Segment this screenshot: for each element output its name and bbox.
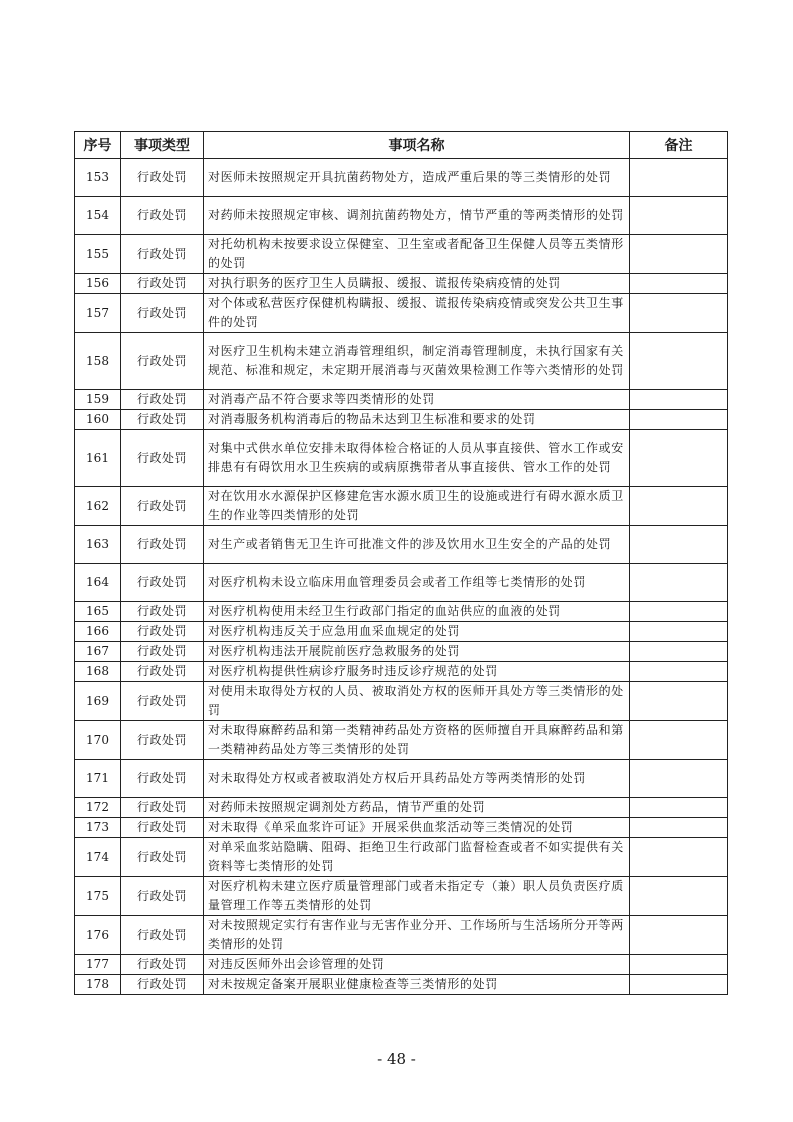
table-row	[75, 682, 728, 721]
row-matter-type: 行政处罚	[121, 390, 204, 410]
row-matter-type: 行政处罚	[121, 197, 204, 235]
table-row	[75, 916, 728, 955]
table-row	[75, 197, 728, 235]
row-serial-number: 178	[75, 975, 121, 995]
row-matter-type: 行政处罚	[121, 235, 204, 274]
table-row	[75, 410, 728, 430]
row-matter-name: 对药师未按照规定调剂处方药品，情节严重的处罚	[204, 798, 630, 818]
row-serial-number: 177	[75, 955, 121, 975]
row-serial-number: 153	[75, 159, 121, 197]
page-number: - 48 -	[377, 1050, 416, 1068]
row-remark	[630, 838, 728, 877]
row-serial-number: 165	[75, 602, 121, 622]
row-matter-name: 对医疗机构提供性病诊疗服务时违反诊疗规范的处罚	[204, 662, 630, 682]
row-serial-number: 171	[75, 760, 121, 798]
row-matter-name: 对托幼机构未按要求设立保健室、卫生室或者配备卫生保健人员等五类情形的处罚	[204, 235, 630, 274]
row-matter-name: 对集中式供水单位安排未取得体检合格证的人员从事直接供、管水工作或安排患有有碍饮用水卫生疾病的或病原携带者从事直接供、管水工作的处罚	[204, 430, 630, 487]
row-remark	[630, 390, 728, 410]
row-matter-name: 对医疗机构未建立医疗质量管理部门或者未指定专（兼）职人员负责医疗质量管理工作等五类情形的处罚	[204, 877, 630, 916]
row-remark	[630, 642, 728, 662]
row-matter-name: 对生产或者销售无卫生许可批准文件的涉及饮用水卫生安全的产品的处罚	[204, 526, 630, 564]
row-matter-type: 行政处罚	[121, 760, 204, 798]
row-matter-type: 行政处罚	[121, 487, 204, 526]
header-serial-number: 序号	[75, 132, 121, 159]
row-serial-number: 155	[75, 235, 121, 274]
table-row	[75, 564, 728, 602]
row-serial-number: 174	[75, 838, 121, 877]
row-matter-type: 行政处罚	[121, 159, 204, 197]
row-remark	[630, 430, 728, 487]
row-matter-name: 对医疗机构违反关于应急用血采血规定的处罚	[204, 622, 630, 642]
table-row	[75, 975, 728, 995]
table-row	[75, 662, 728, 682]
table-row	[75, 955, 728, 975]
row-matter-type: 行政处罚	[121, 877, 204, 916]
table-row	[75, 274, 728, 294]
row-matter-type: 行政处罚	[121, 294, 204, 333]
row-matter-name: 对未按规定备案开展职业健康检查等三类情形的处罚	[204, 975, 630, 995]
table-row	[75, 526, 728, 564]
row-matter-name: 对消毒服务机构消毒后的物品未达到卫生标准和要求的处罚	[204, 410, 630, 430]
table-row	[75, 430, 728, 487]
row-serial-number: 175	[75, 877, 121, 916]
row-matter-name: 对医疗机构违法开展院前医疗急救服务的处罚	[204, 642, 630, 662]
table-body	[75, 159, 728, 995]
row-matter-name: 对在饮用水水源保护区修建危害水源水质卫生的设施或进行有碍水源水质卫生的作业等四类情形的处罚	[204, 487, 630, 526]
row-matter-name: 对个体或私营医疗保健机构瞒报、缓报、谎报传染病疫情或突发公共卫生事件的处罚	[204, 294, 630, 333]
row-remark	[630, 197, 728, 235]
row-matter-type: 行政处罚	[121, 818, 204, 838]
row-remark	[630, 526, 728, 564]
row-serial-number: 160	[75, 410, 121, 430]
row-matter-name: 对医师未按照规定开具抗菌药物处方，造成严重后果的等三类情形的处罚	[204, 159, 630, 197]
table-row	[75, 642, 728, 662]
table-row	[75, 622, 728, 642]
table-row	[75, 487, 728, 526]
row-remark	[630, 662, 728, 682]
row-matter-type: 行政处罚	[121, 430, 204, 487]
row-remark	[630, 235, 728, 274]
matters-table	[74, 131, 728, 995]
row-matter-type: 行政处罚	[121, 798, 204, 818]
row-serial-number: 162	[75, 487, 121, 526]
row-remark	[630, 877, 728, 916]
row-remark	[630, 487, 728, 526]
table-row	[75, 760, 728, 798]
row-matter-name: 对未取得处方权或者被取消处方权后开具药品处方等两类情形的处罚	[204, 760, 630, 798]
row-serial-number: 166	[75, 622, 121, 642]
row-matter-type: 行政处罚	[121, 682, 204, 721]
row-serial-number: 176	[75, 916, 121, 955]
row-remark	[630, 294, 728, 333]
row-matter-type: 行政处罚	[121, 274, 204, 294]
row-serial-number: 156	[75, 274, 121, 294]
row-matter-type: 行政处罚	[121, 564, 204, 602]
table-row	[75, 235, 728, 274]
row-matter-name: 对未按照规定实行有害作业与无害作业分开、工作场所与生活场所分开等两类情形的处罚	[204, 916, 630, 955]
table-row	[75, 877, 728, 916]
row-remark	[630, 602, 728, 622]
row-matter-type: 行政处罚	[121, 410, 204, 430]
row-remark	[630, 682, 728, 721]
row-remark	[630, 818, 728, 838]
table-row	[75, 798, 728, 818]
row-matter-type: 行政处罚	[121, 955, 204, 975]
row-serial-number: 154	[75, 197, 121, 235]
table-row	[75, 818, 728, 838]
row-matter-name: 对消毒产品不符合要求等四类情形的处罚	[204, 390, 630, 410]
row-matter-name: 对单采血浆站隐瞒、阻碍、拒绝卫生行政部门监督检查或者不如实提供有关资料等七类情形的处罚	[204, 838, 630, 877]
row-matter-type: 行政处罚	[121, 333, 204, 390]
row-remark	[630, 274, 728, 294]
row-remark	[630, 410, 728, 430]
table-row	[75, 602, 728, 622]
row-matter-name: 对医疗机构使用未经卫生行政部门指定的血站供应的血液的处罚	[204, 602, 630, 622]
row-serial-number: 161	[75, 430, 121, 487]
table-row	[75, 721, 728, 760]
row-remark	[630, 916, 728, 955]
row-remark	[630, 159, 728, 197]
row-serial-number: 170	[75, 721, 121, 760]
row-serial-number: 167	[75, 642, 121, 662]
row-matter-type: 行政处罚	[121, 721, 204, 760]
row-remark	[630, 721, 728, 760]
table-header-row	[75, 132, 728, 159]
row-matter-name: 对药师未按照规定审核、调剂抗菌药物处方，情节严重的等两类情形的处罚	[204, 197, 630, 235]
row-matter-type: 行政处罚	[121, 838, 204, 877]
header-remark: 备注	[630, 132, 728, 159]
row-remark	[630, 564, 728, 602]
row-remark	[630, 622, 728, 642]
row-matter-name: 对违反医师外出会诊管理的处罚	[204, 955, 630, 975]
table-row	[75, 390, 728, 410]
row-remark	[630, 975, 728, 995]
row-matter-name: 对医疗卫生机构未建立消毒管理组织，制定消毒管理制度，未执行国家有关规范、标准和规定，未定期开展消毒与灭菌效果检测工作等六类情形的处罚	[204, 333, 630, 390]
row-matter-name: 对执行职务的医疗卫生人员瞒报、缓报、谎报传染病疫情的处罚	[204, 274, 630, 294]
row-matter-type: 行政处罚	[121, 975, 204, 995]
row-matter-type: 行政处罚	[121, 602, 204, 622]
row-remark	[630, 760, 728, 798]
table-row	[75, 159, 728, 197]
row-serial-number: 163	[75, 526, 121, 564]
row-matter-name: 对使用未取得处方权的人员、被取消处方权的医师开具处方等三类情形的处罚	[204, 682, 630, 721]
row-remark	[630, 798, 728, 818]
row-matter-type: 行政处罚	[121, 622, 204, 642]
table-row	[75, 333, 728, 390]
row-serial-number: 159	[75, 390, 121, 410]
row-matter-type: 行政处罚	[121, 916, 204, 955]
row-matter-type: 行政处罚	[121, 642, 204, 662]
row-serial-number: 157	[75, 294, 121, 333]
row-matter-name: 对未取得《单采血浆许可证》开展采供血浆活动等三类情况的处罚	[204, 818, 630, 838]
row-serial-number: 158	[75, 333, 121, 390]
row-serial-number: 164	[75, 564, 121, 602]
row-serial-number: 168	[75, 662, 121, 682]
header-matter-type: 事项类型	[121, 132, 204, 159]
row-serial-number: 169	[75, 682, 121, 721]
header-matter-name: 事项名称	[204, 132, 630, 159]
row-serial-number: 173	[75, 818, 121, 838]
table-row	[75, 838, 728, 877]
row-matter-type: 行政处罚	[121, 662, 204, 682]
row-remark	[630, 955, 728, 975]
row-matter-type: 行政处罚	[121, 526, 204, 564]
row-matter-name: 对医疗机构未设立临床用血管理委员会或者工作组等七类情形的处罚	[204, 564, 630, 602]
row-serial-number: 172	[75, 798, 121, 818]
row-remark	[630, 333, 728, 390]
table-row	[75, 294, 728, 333]
row-matter-name: 对未取得麻醉药品和第一类精神药品处方资格的医师擅自开具麻醉药品和第一类精神药品处方等三类情形的处罚	[204, 721, 630, 760]
